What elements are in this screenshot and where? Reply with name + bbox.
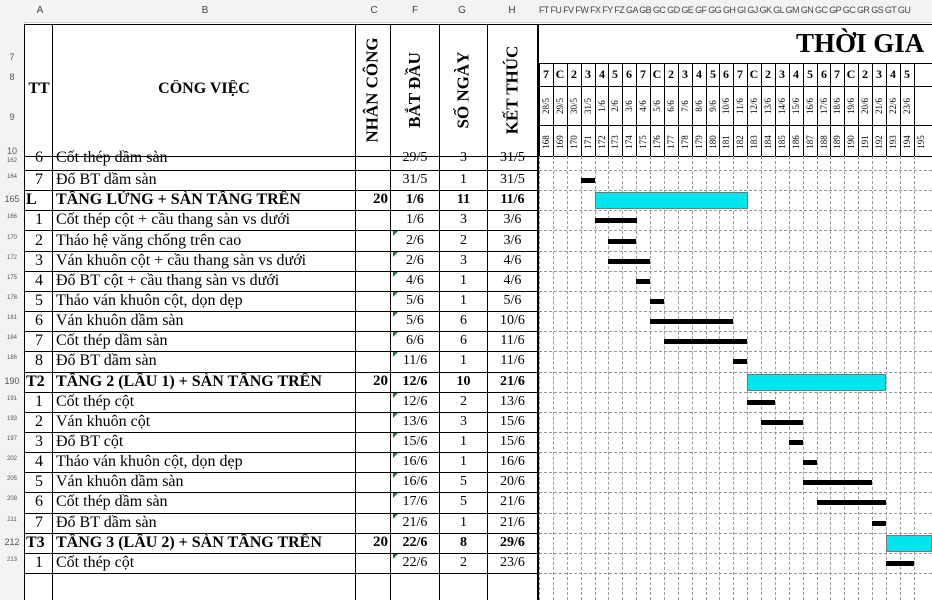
timeline-date: 17/6 bbox=[819, 97, 830, 115]
task-days: 1 bbox=[460, 293, 467, 308]
timeline-date: 22/6 bbox=[888, 97, 899, 115]
timeline-day-number: 177 bbox=[666, 134, 676, 149]
timeline-day-number: 186 bbox=[791, 134, 801, 149]
timeline-weekday: 5 bbox=[807, 67, 813, 81]
task-days: 5 bbox=[460, 494, 467, 509]
header-so-ngay: SỐ NGÀY bbox=[453, 51, 473, 129]
timeline-weekday: 4 bbox=[793, 67, 799, 81]
comment-marker bbox=[393, 332, 398, 337]
task-start: 4/6 bbox=[406, 273, 424, 288]
row-number[interactable]: 166 bbox=[0, 214, 24, 220]
gantt-row-border bbox=[539, 351, 932, 352]
timeline-day-number: 175 bbox=[638, 134, 648, 149]
timeline-weekday: C bbox=[846, 67, 856, 81]
task-end: 3/6 bbox=[503, 212, 522, 227]
gantt-row-border bbox=[539, 251, 932, 252]
timeline-date: 13/6 bbox=[763, 97, 774, 115]
comment-marker bbox=[393, 252, 398, 257]
task-bar bbox=[886, 561, 914, 566]
header-bat-dau: BẮT ĐẦU bbox=[405, 52, 425, 128]
row-number[interactable]: 208 bbox=[0, 496, 24, 502]
task-tt: 6 bbox=[35, 493, 43, 510]
timeline-day-number: 185 bbox=[777, 134, 787, 149]
row-number-8[interactable]: 8 bbox=[0, 72, 24, 82]
timeline-day-number: 173 bbox=[610, 134, 620, 149]
timeline-date: 10/6 bbox=[721, 97, 732, 115]
timeline-weekday: 7 bbox=[737, 67, 743, 81]
timeline-mid-border bbox=[539, 86, 932, 87]
task-days: 1 bbox=[460, 454, 467, 469]
timeline-day-number: 188 bbox=[819, 134, 829, 149]
comment-marker bbox=[393, 231, 398, 236]
timeline-date: 23/6 bbox=[902, 97, 913, 115]
header-tt: TT bbox=[28, 80, 50, 97]
timeline-weekday: 2 bbox=[765, 67, 771, 81]
timeline-date: 21/6 bbox=[874, 97, 885, 115]
task-end: 3/6 bbox=[503, 233, 522, 248]
task-start: 31/5 bbox=[402, 172, 428, 187]
timeline-day-number: 172 bbox=[597, 134, 607, 149]
timeline-date-border bbox=[539, 125, 932, 126]
task-tt: 3 bbox=[35, 433, 43, 450]
gantt-row-border bbox=[539, 412, 932, 413]
task-bar bbox=[608, 239, 636, 244]
row-number-9[interactable]: 9 bbox=[0, 112, 24, 122]
task-name: Ván khuôn cột bbox=[56, 413, 151, 430]
task-start: 12/6 bbox=[402, 394, 428, 409]
header-cong-viec: CÔNG VIỆC bbox=[158, 80, 250, 97]
task-tt: 7 bbox=[35, 332, 43, 349]
task-tt: 7 bbox=[35, 514, 43, 531]
task-bar bbox=[608, 259, 650, 264]
timeline-day-number: 187 bbox=[805, 134, 815, 149]
gantt-row-border bbox=[539, 573, 932, 574]
timeline-weekday: 6 bbox=[626, 67, 632, 81]
timeline-weekday: 4 bbox=[599, 67, 605, 81]
timeline-date: 6/6 bbox=[665, 100, 676, 112]
timeline-date: 18/6 bbox=[832, 97, 843, 115]
task-end: 5/6 bbox=[503, 293, 522, 308]
task-name: TẦNG LỬNG + SÀN TẦNG TRÊN bbox=[56, 191, 301, 208]
comment-marker bbox=[393, 393, 398, 398]
comment-marker bbox=[393, 352, 398, 357]
gantt-row-border bbox=[539, 392, 932, 393]
timeline-weekday: 7 bbox=[834, 67, 840, 81]
timeline-date: 28/5 bbox=[541, 97, 552, 115]
task-end: 15/6 bbox=[500, 414, 525, 429]
task-name: Đổ BT dầm sàn bbox=[56, 514, 157, 531]
timeline-weekday: 2 bbox=[862, 67, 868, 81]
timeline-date: 16/6 bbox=[805, 97, 816, 115]
timeline-weekday: 6 bbox=[821, 67, 827, 81]
summary-bar bbox=[595, 192, 748, 209]
row-number[interactable]: 175 bbox=[0, 275, 24, 281]
task-days: 1 bbox=[460, 172, 467, 187]
timeline-date: 20/6 bbox=[860, 97, 871, 115]
task-bar bbox=[636, 279, 650, 284]
comment-marker bbox=[393, 473, 398, 478]
task-name: TẦNG 3 (LẦU 2) + SÀN TẦNG TRÊN bbox=[56, 534, 322, 551]
task-days: 11 bbox=[456, 192, 471, 207]
gantt-row-border bbox=[539, 190, 932, 191]
timeline-date: 12/6 bbox=[749, 97, 760, 115]
timeline-day-number: 168 bbox=[541, 134, 551, 149]
task-bar bbox=[595, 218, 637, 223]
task-tt: 1 bbox=[35, 554, 43, 571]
task-days: 10 bbox=[456, 374, 471, 389]
timeline-date: 3/6 bbox=[623, 100, 634, 112]
timeline-day-number: 170 bbox=[569, 134, 579, 149]
col-letter-c[interactable]: C bbox=[370, 5, 378, 16]
row-number[interactable]: 165 bbox=[0, 194, 24, 204]
task-days: 2 bbox=[460, 394, 467, 409]
header-nhan-cong: NHÂN CÔNG bbox=[363, 37, 382, 143]
task-start: 5/6 bbox=[406, 313, 424, 328]
task-bar bbox=[803, 480, 872, 485]
row-number[interactable]: 164 bbox=[0, 174, 24, 180]
comment-marker bbox=[393, 272, 398, 277]
row-number[interactable]: 186 bbox=[0, 355, 24, 361]
task-name: Tháo hệ văng chống trên cao bbox=[56, 232, 242, 249]
task-days: 2 bbox=[460, 555, 467, 570]
task-tt: 1 bbox=[35, 211, 43, 228]
row-number[interactable]: 190 bbox=[0, 376, 24, 386]
timeline-weekday: 2 bbox=[668, 67, 674, 81]
row-number[interactable]: 211 bbox=[0, 517, 24, 523]
timeline-weekday: C bbox=[652, 67, 662, 81]
task-tt: T2 bbox=[26, 373, 45, 390]
timeline-day-number: 179 bbox=[694, 134, 704, 149]
comment-marker bbox=[393, 453, 398, 458]
col-letter-f[interactable]: F bbox=[411, 5, 419, 16]
timeline-weekday: 2 bbox=[571, 67, 577, 81]
gantt-row-border bbox=[539, 271, 932, 272]
timeline-day-number: 176 bbox=[652, 134, 662, 149]
row-border bbox=[24, 230, 537, 231]
gantt-row-border bbox=[539, 170, 932, 171]
timeline-day-number: 183 bbox=[749, 134, 759, 149]
task-tt: 5 bbox=[35, 473, 43, 490]
task-name: Cốt thép cột bbox=[56, 393, 135, 410]
comment-marker bbox=[393, 433, 398, 438]
timeline-date: 1/6 bbox=[596, 100, 607, 112]
timeline-date: 9/6 bbox=[707, 100, 718, 112]
task-tt: 7 bbox=[35, 171, 43, 188]
task-end: 23/6 bbox=[500, 555, 525, 570]
column-header-bar bbox=[0, 0, 932, 23]
row-number[interactable]: 193 bbox=[0, 416, 24, 422]
timeline-day-number: 195 bbox=[916, 134, 926, 149]
task-bar bbox=[817, 500, 886, 505]
task-end: 21/6 bbox=[500, 374, 525, 389]
comment-marker bbox=[393, 312, 398, 317]
timeline-date: 19/6 bbox=[846, 97, 857, 115]
task-days: 3 bbox=[460, 414, 467, 429]
task-tt: L bbox=[26, 191, 37, 208]
task-start: 1/6 bbox=[406, 212, 424, 227]
task-end: 20/6 bbox=[500, 474, 525, 489]
timeline-weekday: 7 bbox=[543, 67, 549, 81]
timeline-date: 31/5 bbox=[583, 97, 594, 115]
timeline-day-number: 171 bbox=[583, 134, 593, 149]
task-workers: 20 bbox=[373, 373, 388, 389]
timeline-weekday: 3 bbox=[779, 67, 785, 81]
gantt-row-border bbox=[539, 230, 932, 231]
timeline-day-number: 192 bbox=[874, 134, 884, 149]
task-tt: 6 bbox=[35, 312, 43, 329]
task-bar bbox=[664, 339, 747, 344]
task-name: Ván khuôn dầm sàn bbox=[56, 312, 184, 329]
timeline-date: 14/6 bbox=[777, 97, 788, 115]
task-start: 12/6 bbox=[402, 374, 428, 389]
row-number[interactable]: 162 bbox=[0, 158, 24, 164]
timeline-date: 11/6 bbox=[735, 98, 746, 114]
timeline-date: 2/6 bbox=[609, 100, 620, 112]
task-bar bbox=[761, 420, 803, 425]
task-end: 15/6 bbox=[500, 434, 525, 449]
task-days: 6 bbox=[460, 313, 467, 328]
col-letter-h[interactable]: H bbox=[508, 5, 516, 16]
task-start: 1/6 bbox=[406, 192, 424, 207]
row-number[interactable]: 170 bbox=[0, 235, 24, 241]
row-number[interactable]: 184 bbox=[0, 335, 24, 341]
task-end: 13/6 bbox=[500, 394, 525, 409]
task-end: 10/6 bbox=[500, 313, 525, 328]
task-end: 11/6 bbox=[500, 333, 525, 348]
summary-bar bbox=[747, 374, 886, 391]
timeline-date: 4/6 bbox=[637, 100, 648, 112]
row-number[interactable]: 212 bbox=[0, 537, 24, 547]
timeline-day-number: 189 bbox=[832, 134, 842, 149]
task-bar bbox=[747, 400, 775, 405]
task-bar bbox=[803, 460, 817, 465]
task-days: 3 bbox=[460, 253, 467, 268]
task-days: 5 bbox=[460, 474, 467, 489]
row-number[interactable]: 178 bbox=[0, 295, 24, 301]
task-end: 11/6 bbox=[500, 192, 525, 207]
gantt-row-border bbox=[539, 553, 932, 554]
task-tt: 4 bbox=[35, 272, 43, 289]
timeline-date: 5/6 bbox=[651, 100, 662, 112]
gantt-row-border bbox=[539, 210, 932, 211]
task-start: 16/6 bbox=[402, 454, 428, 469]
row-header-column bbox=[0, 22, 25, 600]
task-bar bbox=[581, 178, 595, 183]
row-number-10[interactable]: 10 bbox=[0, 146, 24, 156]
timeline-date: 15/6 bbox=[791, 97, 802, 115]
row-number[interactable]: 205 bbox=[0, 476, 24, 482]
task-days: 1 bbox=[460, 515, 467, 530]
task-tt: 4 bbox=[35, 453, 43, 470]
gantt-row-border bbox=[539, 372, 932, 373]
task-name: Đổ BT dầm sàn bbox=[56, 352, 157, 369]
task-start: 6/6 bbox=[406, 333, 424, 348]
task-name: Cốt thép dầm sàn bbox=[56, 493, 168, 510]
timeline-date: 7/6 bbox=[679, 100, 690, 112]
task-start: 2/6 bbox=[406, 233, 424, 248]
timeline-weekday: 6 bbox=[723, 67, 729, 81]
task-bar bbox=[650, 299, 664, 304]
col-letter-g[interactable]: G bbox=[458, 5, 466, 16]
comment-marker bbox=[393, 514, 398, 519]
timeline-weekday: 4 bbox=[890, 67, 896, 81]
timeline-weekday: 7 bbox=[640, 67, 646, 81]
task-days: 3 bbox=[460, 150, 467, 165]
comment-marker bbox=[393, 292, 398, 297]
task-start: 17/6 bbox=[402, 494, 428, 509]
row-number[interactable]: 181 bbox=[0, 315, 24, 321]
task-bar bbox=[733, 359, 747, 364]
task-workers: 20 bbox=[373, 534, 388, 550]
gantt-row-border bbox=[539, 432, 932, 433]
timeline-weekday: 5 bbox=[612, 67, 618, 81]
task-tt: 1 bbox=[35, 393, 43, 410]
task-start: 2/6 bbox=[406, 253, 424, 268]
task-tt: 6 bbox=[35, 149, 43, 166]
comment-marker bbox=[393, 493, 398, 498]
gantt-row-border bbox=[539, 513, 932, 514]
timeline-weekday: 4 bbox=[696, 67, 702, 81]
task-start: 16/6 bbox=[402, 474, 428, 489]
task-bar bbox=[650, 319, 733, 324]
task-days: 1 bbox=[460, 434, 467, 449]
task-name: TẦNG 2 (LẦU 1) + SÀN TẦNG TRÊN bbox=[56, 373, 322, 390]
task-start: 13/6 bbox=[402, 414, 428, 429]
task-name: Tháo ván khuôn cột, dọn dẹp bbox=[56, 453, 243, 470]
task-name: Cốt thép dầm sàn bbox=[56, 332, 168, 349]
task-end: 16/6 bbox=[500, 454, 525, 469]
task-start: 21/6 bbox=[402, 515, 428, 530]
timeline-day-number: 169 bbox=[555, 134, 565, 149]
task-end: 29/6 bbox=[500, 535, 525, 550]
task-end: 31/5 bbox=[500, 150, 525, 165]
gantt-row-border bbox=[539, 311, 932, 312]
task-start: 22/6 bbox=[402, 535, 428, 550]
row-number[interactable]: 202 bbox=[0, 456, 24, 462]
task-name: Đổ BT dầm sàn bbox=[56, 171, 157, 188]
task-start: 11/6 bbox=[402, 353, 428, 368]
col-letter-a[interactable]: A bbox=[36, 5, 44, 16]
task-tt: 8 bbox=[35, 352, 43, 369]
task-end: 11/6 bbox=[500, 353, 525, 368]
gantt-row-border bbox=[539, 331, 932, 332]
timeline-day-number: 180 bbox=[708, 134, 718, 149]
row-number[interactable]: 172 bbox=[0, 255, 24, 261]
col-letter-b[interactable]: B bbox=[201, 5, 209, 16]
timeline-day-number: 181 bbox=[721, 134, 731, 149]
task-days: 3 bbox=[460, 212, 467, 227]
timeline-day-number: 182 bbox=[735, 134, 745, 149]
header-thoi-gian: THỜI GIA bbox=[796, 28, 925, 58]
task-tt: 3 bbox=[35, 252, 43, 269]
task-name: Ván khuôn dầm sàn bbox=[56, 473, 184, 490]
row-number[interactable]: 213 bbox=[0, 557, 24, 563]
task-end: 4/6 bbox=[503, 273, 522, 288]
task-workers: 20 bbox=[373, 191, 388, 207]
task-start: 15/6 bbox=[402, 434, 428, 449]
task-name: Ván khuôn cột + cầu thang sàn vs dưới bbox=[56, 252, 307, 269]
task-days: 2 bbox=[460, 233, 467, 248]
gantt-row-border bbox=[539, 472, 932, 473]
row-number[interactable]: 191 bbox=[0, 396, 24, 402]
task-tt: 5 bbox=[35, 292, 43, 309]
task-tt: T3 bbox=[26, 534, 45, 551]
timeline-weekday: C bbox=[555, 67, 565, 81]
task-end: 4/6 bbox=[503, 253, 522, 268]
task-bar bbox=[872, 521, 886, 526]
task-tt: 2 bbox=[35, 413, 43, 430]
timeline-weekday: 3 bbox=[585, 67, 591, 81]
timeline-weekday: 5 bbox=[904, 67, 910, 81]
gantt-row-border bbox=[539, 291, 932, 292]
timeline-date: 30/5 bbox=[569, 97, 580, 115]
task-bar bbox=[789, 440, 803, 445]
row-number[interactable]: 197 bbox=[0, 436, 24, 442]
comment-marker bbox=[393, 554, 398, 559]
header-top-border bbox=[24, 24, 932, 25]
task-name: Tháo ván khuôn cột, dọn dẹp bbox=[56, 292, 243, 309]
timeline-weekday: 3 bbox=[876, 67, 882, 81]
comment-marker bbox=[393, 413, 398, 418]
task-name: Đổ BT cột bbox=[56, 433, 124, 450]
timeline-day-number: 184 bbox=[763, 134, 773, 149]
task-name: Cốt thép cột + cầu thang sàn vs dưới bbox=[56, 211, 291, 228]
timeline-weekday: 5 bbox=[710, 67, 716, 81]
task-days: 1 bbox=[460, 353, 467, 368]
task-name: Cốt thép cột bbox=[56, 554, 135, 571]
timeline-day-number: 193 bbox=[888, 134, 898, 149]
timeline-day-number: 178 bbox=[680, 134, 690, 149]
task-start: 29/5 bbox=[402, 150, 428, 165]
task-start: 5/6 bbox=[406, 293, 424, 308]
row-number-7[interactable]: 7 bbox=[0, 52, 24, 62]
task-name: Đổ BT cột + cầu thang sàn vs dưới bbox=[56, 272, 280, 289]
task-tt: 2 bbox=[35, 232, 43, 249]
gantt-row-border bbox=[539, 452, 932, 453]
summary-bar bbox=[886, 535, 932, 552]
gantt-row-border bbox=[539, 533, 932, 534]
task-end: 21/6 bbox=[500, 494, 525, 509]
timeline-weekday: 3 bbox=[682, 67, 688, 81]
gantt-row-border bbox=[539, 492, 932, 493]
task-name: Cốt thép dầm sàn bbox=[56, 149, 168, 166]
timeline-date: 29/5 bbox=[555, 97, 566, 115]
task-start: 22/6 bbox=[402, 555, 428, 570]
timeline-day-number: 190 bbox=[846, 134, 856, 149]
timeline-top-border bbox=[539, 63, 932, 64]
task-days: 6 bbox=[460, 333, 467, 348]
timeline-day-number: 174 bbox=[624, 134, 634, 149]
header-ket-thuc: KẾT THÚC bbox=[502, 45, 522, 135]
timeline-day-number: 191 bbox=[860, 134, 870, 149]
timeline-date: 8/6 bbox=[693, 100, 704, 112]
task-days: 1 bbox=[460, 273, 467, 288]
timeline-weekday: C bbox=[749, 67, 759, 81]
task-end: 21/6 bbox=[500, 515, 525, 530]
col-letters-gantt[interactable]: FT FU FV FW FX FY FZ GA GB GC GD GE GF GG GH GI GJ GK GL GM GN GC GP GC GR GS GT GU bbox=[539, 5, 911, 15]
task-end: 31/5 bbox=[500, 172, 525, 187]
task-days: 8 bbox=[460, 535, 467, 550]
row-border bbox=[24, 573, 537, 574]
timeline-day-number: 194 bbox=[902, 134, 912, 149]
